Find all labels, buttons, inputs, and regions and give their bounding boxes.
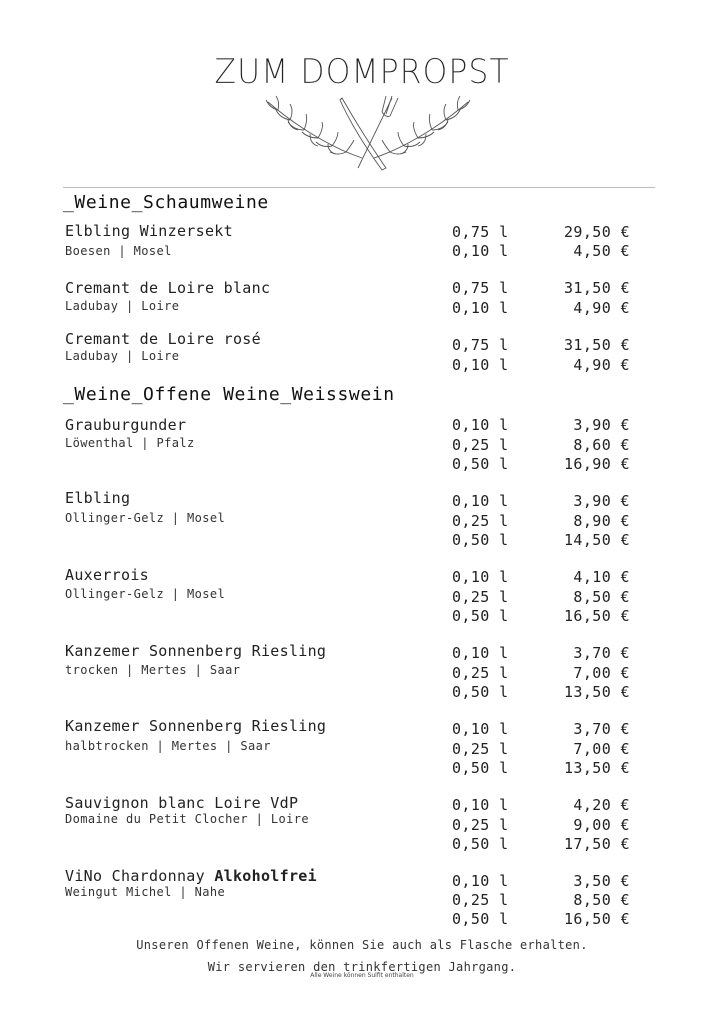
price: 9,00 €: [573, 816, 630, 834]
price: 13,50 €: [563, 683, 630, 701]
footer-note-vintage: Wir servieren den trinkfertigen Jahrgang.: [207, 960, 517, 974]
volume: 0,10 l: [452, 242, 509, 260]
volume: 0,25 l: [452, 436, 509, 454]
price: 4,20 €: [573, 796, 630, 814]
wine-origin: Ollinger-Gelz | Mosel: [65, 511, 226, 525]
price: 4,50 €: [573, 242, 630, 260]
section-title-offene-weine: _Weine_Offene Weine_Weisswein: [63, 384, 395, 405]
price: 3,50 €: [573, 872, 630, 890]
wine-name: Auxerrois: [65, 566, 149, 584]
price: 8,90 €: [573, 512, 630, 530]
volume: 0,50 l: [452, 531, 509, 549]
price: 31,50 €: [563, 279, 630, 297]
wine-origin: Domaine du Petit Clocher | Loire: [65, 812, 309, 826]
wine-name: Elbling: [65, 489, 131, 507]
volume: 0,25 l: [452, 740, 509, 758]
volume: 0,10 l: [452, 872, 509, 890]
price: 16,50 €: [563, 607, 630, 625]
wine-name: [65, 867, 317, 885]
price: 4,90 €: [573, 356, 630, 374]
footer-note-bottles: Unseren Offenen Weine, können Sie auch als Flasche erhalten.: [136, 938, 588, 952]
volume: 0,10 l: [452, 356, 509, 374]
volume: 0,25 l: [452, 664, 509, 682]
wine-origin: Löwenthal | Pfalz: [65, 436, 195, 450]
price: 17,50 €: [563, 835, 630, 853]
price: 8,50 €: [573, 588, 630, 606]
page-title: ZUM DOMPROPST: [214, 52, 510, 92]
volume: 0,10 l: [452, 416, 509, 434]
price: 3,90 €: [573, 416, 630, 434]
wine-origin: Weingut Michel | Nahe: [65, 885, 226, 899]
price: 14,50 €: [563, 531, 630, 549]
price: 3,90 €: [573, 492, 630, 510]
price: 16,90 €: [563, 455, 630, 473]
volume: 0,25 l: [452, 512, 509, 530]
volume: 0,50 l: [452, 607, 509, 625]
volume: 0,25 l: [452, 588, 509, 606]
wine-name-text: ViNo Chardonnay: [65, 867, 205, 885]
header-divider: [63, 187, 655, 188]
price: 8,60 €: [573, 436, 630, 454]
price: 16,50 €: [563, 910, 630, 928]
price: 3,70 €: [573, 644, 630, 662]
volume: 0,10 l: [452, 492, 509, 510]
volume: 0,25 l: [452, 891, 509, 909]
wine-name: Cremant de Loire rosé: [65, 330, 261, 348]
volume: 0,50 l: [452, 455, 509, 473]
price: 13,50 €: [563, 759, 630, 777]
wine-origin: Ladubay | Loire: [65, 349, 180, 363]
wine-name: Cremant de Loire blanc: [65, 279, 271, 297]
price: 8,50 €: [573, 891, 630, 909]
price: 31,50 €: [563, 336, 630, 354]
wine-name: Kanzemer Sonnenberg Riesling: [65, 717, 327, 735]
wine-name: Grauburgunder: [65, 416, 187, 434]
volume: 0,50 l: [452, 683, 509, 701]
price: 29,50 €: [563, 223, 630, 241]
wine-origin: halbtrocken | Mertes | Saar: [65, 739, 271, 753]
volume: 0,10 l: [452, 299, 509, 317]
volume: 0,75 l: [452, 223, 509, 241]
section-title-schaumweine: _Weine_Schaumweine: [63, 192, 269, 213]
volume: 0,50 l: [452, 759, 509, 777]
wine-origin: Ollinger-Gelz | Mosel: [65, 587, 226, 601]
volume: 0,10 l: [452, 644, 509, 662]
volume: 0,50 l: [452, 835, 509, 853]
price: 7,00 €: [573, 664, 630, 682]
wine-name: Sauvignon blanc Loire VdP: [65, 794, 299, 812]
volume: 0,75 l: [452, 336, 509, 354]
price: 4,90 €: [573, 299, 630, 317]
price: 7,00 €: [573, 740, 630, 758]
wreath-cutlery-icon: [258, 92, 478, 172]
volume: 0,25 l: [452, 816, 509, 834]
wine-name: Elbling Winzersekt: [65, 222, 233, 240]
volume: 0,75 l: [452, 279, 509, 297]
alcohol-free-label: Alkoholfrei: [214, 867, 317, 885]
volume: 0,10 l: [452, 568, 509, 586]
volume: 0,50 l: [452, 910, 509, 928]
wine-origin: Boesen | Mosel: [65, 244, 172, 258]
wine-origin: Ladubay | Loire: [65, 299, 180, 313]
volume: 0,10 l: [452, 720, 509, 738]
volume: 0,10 l: [452, 796, 509, 814]
price: 4,10 €: [573, 568, 630, 586]
wine-origin: trocken | Mertes | Saar: [65, 663, 241, 677]
footer-note-sulfite: Alle Weine können Sulfit enthalten: [310, 972, 414, 979]
price: 3,70 €: [573, 720, 630, 738]
wine-name: Kanzemer Sonnenberg Riesling: [65, 642, 327, 660]
